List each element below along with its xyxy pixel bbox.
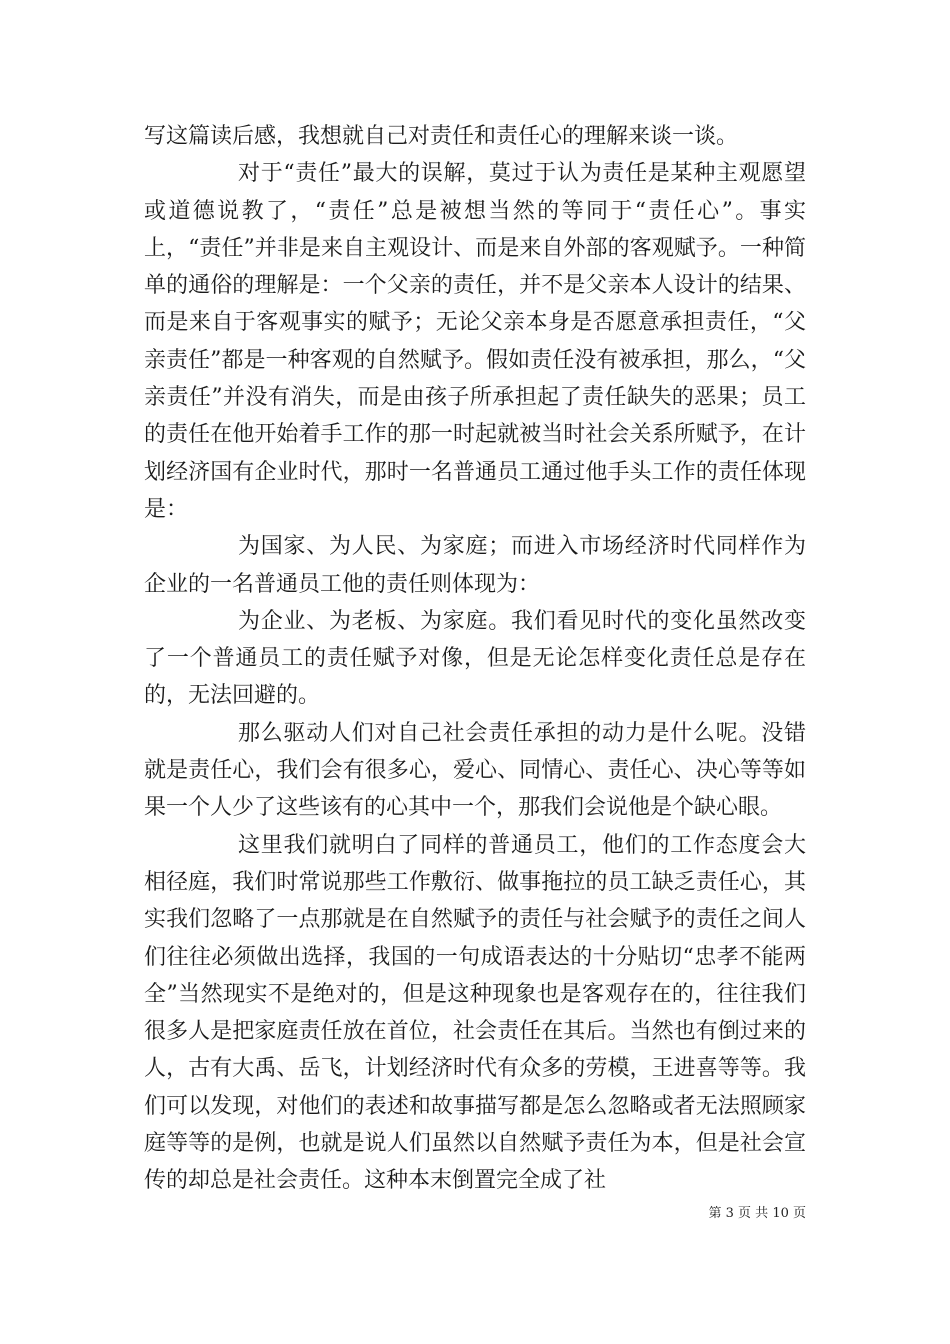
page-number-footer: 第 3 页 共 10 页 xyxy=(708,1206,806,1221)
paragraph-sense-of-responsibility: 那么驱动人们对自己社会责任承担的动力是什么呢。没错就是责任心，我们会有很多心，爱心、同情心、责任心、决心等等如果一个人少了这些该有的心其中一个，那我们会说他是个缺心眼。 xyxy=(144,720,806,821)
paragraph-intro: 写这篇读后感，我想就自己对责任和责任心的理解来谈一谈。 xyxy=(144,124,739,149)
paragraph-planned-economy: 为国家、为人民、为家庭；而进入市场经济时代同样作为企业的一名普通员工他的责任则体现为： xyxy=(144,534,806,597)
document-body xyxy=(144,118,806,1200)
paragraph-market-economy: 为企业、为老板、为家庭。我们看见时代的变化虽然改变了一个普通员工的责任赋予对像，但是无论怎样变化责任总是存在的，无法回避的。 xyxy=(144,608,806,709)
paragraph-responsibility-definition: 对于“责任”最大的误解，莫过于认为责任是某种主观愿望或道德说教了，“责任”总是被想当然的等同于“责任心”。事实上，“责任”并非是来自主观设计、而是来自外部的客观赋予。一种简单的通俗的理解是：一个父亲的责任，并不是父亲本人设计的结果、而是来自于客观事实的赋予；无论父亲本身是否愿意承担责任，“父亲责任”都是一种客观的自然赋予。假如责任没有被承担，那么，“父亲责任”并没有消失，而是由孩子所承担起了责任缺失的恶果；员工的责任在他开始着手工作的那一时起就被当时社会关系所赋予，在计划经济国有企业时代，那时一名普通员工通过他手头工作的责任体现是： xyxy=(144,161,806,522)
paragraph-natural-vs-social: 这里我们就明白了同样的普通员工，他们的工作态度会大相径庭，我们时常说那些工作敷衍、做事拖拉的员工缺乏责任心，其实我们忽略了一点那就是在自然赋予的责任与社会赋予的责任之间人们往往必须做出选择，我国的一句成语表达的十分贴切“忠孝不能两全”当然现实不是绝对的，但是这种现象也是客观存在的，往往我们很多人是把家庭责任放在首位，社会责任在其后。当然也有倒过来的人，古有大禹、岳飞，计划经济时代有众多的劳模，王进喜等等。我们可以发现，对他们的表述和故事描写都是怎么忽略或者无法照顾家庭等等的是例，也就是说人们虽然以自然赋予责任为本，但是社会宣传的却总是社会责任。这种本末倒置完全成了社 xyxy=(144,832,806,1194)
